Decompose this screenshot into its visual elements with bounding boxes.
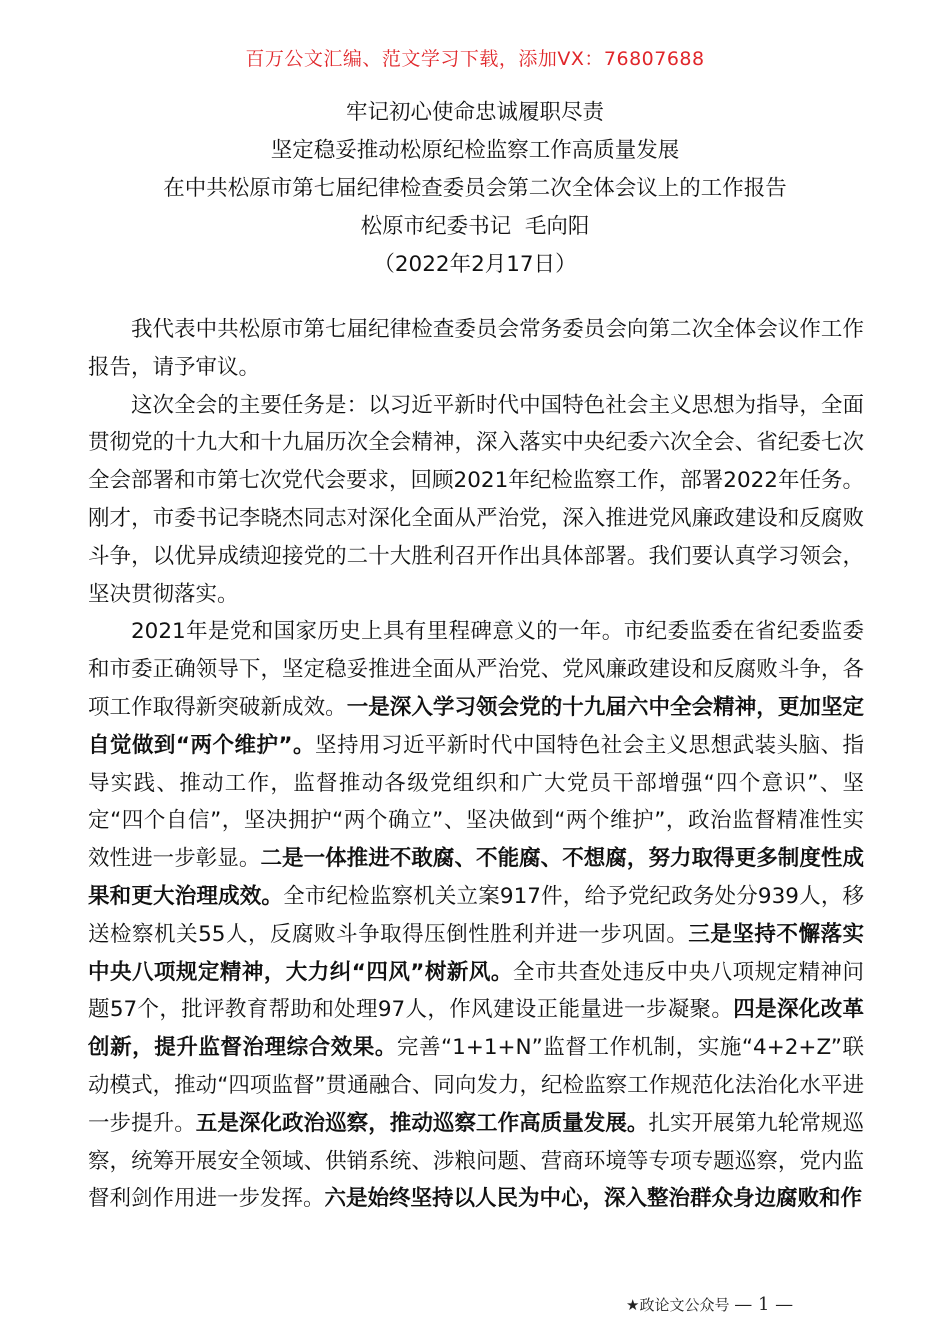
date-line: （2022年2月17日） [373, 252, 577, 277]
page-footer [626, 1294, 793, 1315]
text-segment: 2021年是党和国家历史上具有里程碑意义的一年。市纪委监委在省纪委监委和市委正确领导下，坚定稳妥推进全面从严治党、党风廉政建设和反腐败斗争，各项工作取得新突破新成效。 [88, 619, 864, 720]
footer-label: ★政论文公众号 [626, 1296, 730, 1314]
bold-point-5: 五是深化政治巡察，推动巡察工作高质量发展。 [195, 1110, 649, 1136]
paragraph-intro: 我代表中共松原市第七届纪律检查委员会常务委员会向第二次全体会议作工作报告，请予审议。 [88, 317, 864, 380]
page-number: — 1 — [734, 1294, 794, 1315]
text-segment: 扎实开展第九轮常规巡察，统筹开展安全领域、供销系统、涉粮问题、营商环境等专项专题巡察，党内监督利剑作用进一步发挥。 [88, 1110, 864, 1212]
paragraph-review [88, 613, 864, 1218]
bold-point-2: 二是一体推进不敢腐、不能腐、不想腐，努力取得更多制度性成果和更大治理成效。 [88, 846, 864, 909]
bold-point-1: 一是深入学习领会党的十九届六中全会精神，更加坚定自觉做到“两个维护”。 [88, 694, 864, 758]
text-segment: 全市共查处违反中央八项规定精神问题57个，批评教育帮助和处理97人，作风建设正能量进一步凝聚。 [88, 959, 864, 1023]
bold-point-4: 四是深化改革创新，提升监督治理综合效果。 [88, 997, 864, 1061]
paragraph-tasks: 这次全会的主要任务是：以习近平新时代中国特色社会主义思想为指导，全面贯彻党的十九大和十九届历次全会精神，深入落实中央纪委六次全会、省纪委七次全会部署和市第七次党代会要求，回顾2021年纪检监察工作，部署2022年任务。刚才，市委书记李晓杰同志对深化全面从严治党，深入推进党风廉政建设和反腐败斗争，以优异成绩迎接党的二十大胜利召开作出具体部署。我们要认真学习领会，坚决贯彻落实。 [88, 392, 864, 607]
text-segment: 坚持用习近平新时代中国特色社会主义思想武装头脑、指导实践、推动工作，监督推动各级党组织和广大党员干部增强“四个意识”、坚定“四个自信”，坚决拥护“两个确立”、坚决做到“两个维护”，政治监督精准性实效性进一步彰显。 [88, 732, 864, 872]
title-line-3: 在中共松原市第七届纪律检查委员会第二次全体会议上的工作报告 [163, 176, 787, 201]
bold-point-3: 三是坚持不懈落实中央八项规定精神，大力纠“四风”树新风。 [88, 921, 864, 985]
bold-point-6: 六是始终坚持以人民为中心，深入整治群众身边腐败和作 [324, 1186, 863, 1212]
text-segment: 全市纪检监察机关立案917件，给予党纪政务处分939人，移送检察机关55人，反腐败斗争取得压倒性胜利并进一步巩固。 [88, 883, 864, 947]
report-body [88, 311, 864, 1218]
title-line-1: 牢记初心使命忠诚履职尽责 [345, 100, 604, 125]
title-line-2: 坚定稳妥推动松原纪检监察工作高质量发展 [270, 138, 680, 163]
promo-banner: 百万公文汇编、范文学习下载，添加VX：76807688 [245, 48, 705, 70]
report-title-block [0, 94, 950, 284]
text-segment: 完善“1+1+N”监督工作机制，实施“4+2+Z”联动模式，推动“四项监督”贯通融合、同向发力，纪检监察工作规范化法治化水平进一步提升。 [88, 1035, 864, 1136]
author-line: 松原市纪委书记 毛向阳 [360, 214, 590, 239]
